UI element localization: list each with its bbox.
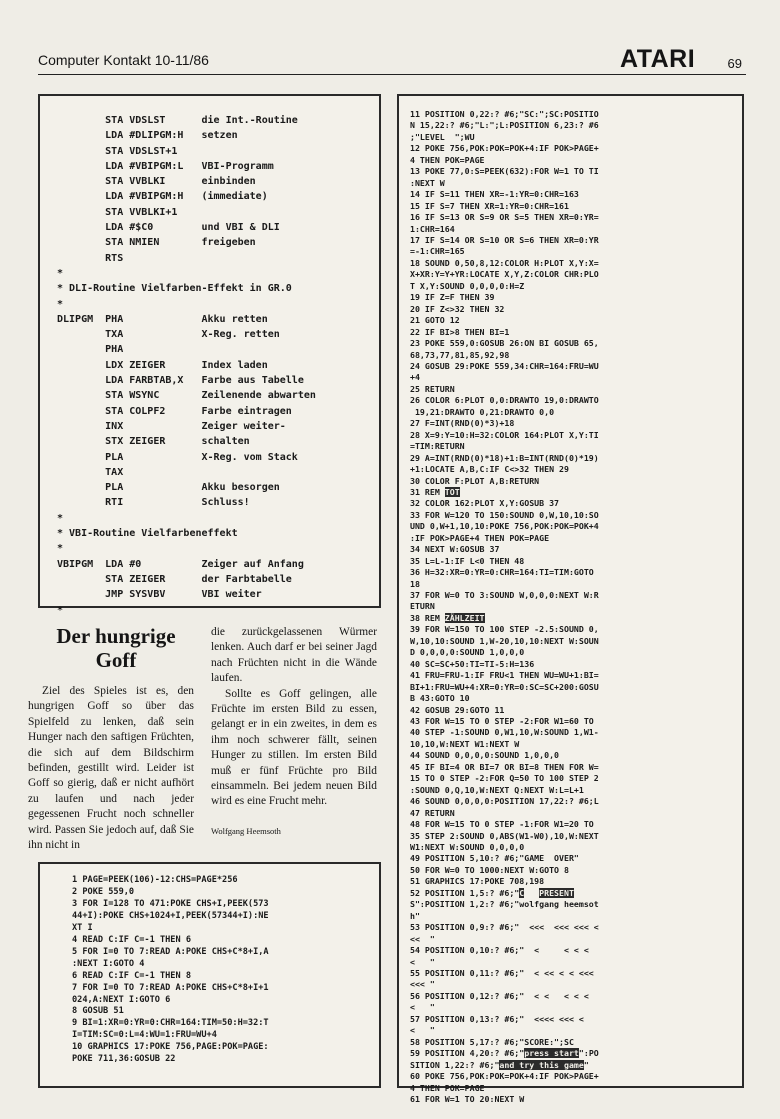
basic-line <box>410 453 599 463</box>
asm-line: * <box>57 267 64 279</box>
basic-text: ":PO <box>578 1048 599 1059</box>
assembler-listing-box <box>38 94 381 616</box>
basic-line <box>410 246 465 256</box>
article-paragraph: Sollte es Goff gelingen, alle Früchte im ersten Bild zu essen, gelangt er in ein zweites, in dem es ihm noch schwerer fällt, seinen Hunger zu stillen. Im ersten Bild muß er fünf Früchte pro Bild einsammeln. Bei jedem neuen Bild wird es eine Frucht mehr. <box>211 687 377 808</box>
basic-line: 5 FOR I=0 TO 7:READ A:POKE CHS+C*8+I,A <box>72 946 269 957</box>
basic-text: 36 H=32:XR=0:YR=0:CHR=164:TI=TIM:GOTO <box>410 567 594 578</box>
basic-text: 45 IF BI=4 OR BI=7 OR BI=8 THEN FOR W= <box>410 761 599 772</box>
basic-line <box>410 636 599 646</box>
inverse-video-text: ZÄHLZEIT <box>444 612 485 623</box>
basic-line <box>410 979 435 989</box>
basic-line <box>410 922 599 932</box>
asm-line: STA VVBLKI einbinden <box>57 176 256 188</box>
basic-text: 17 IF S=14 OR S=10 OR S=6 THEN XR=0:YR <box>410 234 599 245</box>
magazine-issue: Computer Kontakt 10-11/86 <box>38 52 209 68</box>
basic-line <box>410 659 534 669</box>
basic-line <box>410 705 504 715</box>
basic-line <box>410 132 475 142</box>
asm-line: LDX ZEIGER Index laden <box>57 359 268 371</box>
asm-line: * VBI-Routine Vielfarbeneffekt <box>57 528 238 540</box>
basic-line <box>410 327 509 337</box>
asm-line: LDA #VBIPGM:H (immediate) <box>57 191 268 203</box>
basic-line <box>410 831 599 841</box>
basic-text: :IF POK>PAGE+4 THEN POK=PAGE <box>410 532 550 543</box>
basic-line: 10 GRAPHICS 17:POKE 756,PAGE:POK=PAGE: <box>72 1042 269 1053</box>
basic-line <box>410 201 569 211</box>
basic-text: 50 FOR W=0 TO 1000:NEXT W:GOTO 8 <box>410 864 569 875</box>
basic-text: 15 IF S=7 THEN XR=1:YR=0:CHR=161 <box>410 200 569 211</box>
asm-line: PLA Akku besorgen <box>57 482 280 494</box>
basic-line <box>410 865 569 875</box>
basic-line <box>410 968 594 978</box>
basic-line <box>410 178 445 188</box>
basic-text: 60 POKE 756,POK:POK=POK+4:IF POK>PAGE+ <box>410 1071 599 1082</box>
basic-listing-right-box <box>397 94 744 1104</box>
asm-line: LDA FARBTAB,X Farbe aus Tabelle <box>57 375 304 387</box>
basic-text: S":POSITION 1,2:? #6;"wolfgang heemsot <box>410 899 599 910</box>
basic-text: 18 <box>410 578 420 589</box>
basic-line <box>410 281 524 291</box>
basic-line <box>410 876 544 886</box>
basic-text: " <box>583 1059 589 1070</box>
asm-line: * DLI-Routine Vielfarben-Effekt in GR.0 <box>57 283 292 295</box>
basic-line <box>410 544 499 554</box>
basic-line: POKE 711,36:GOSUB 22 <box>72 1054 176 1065</box>
basic-text: 61 FOR W=1 TO 20:NEXT W <box>410 1093 525 1104</box>
basic-text: 59 POSITION 4,20:? #6;" <box>410 1048 525 1059</box>
asm-line: * <box>57 512 64 524</box>
basic-text: 51 GRAPHICS 17:POKE 708,198 <box>410 876 545 887</box>
basic-text: 41 FRU=FRU-1:IF FRU<1 THEN WU=WU+1:BI= <box>410 670 599 681</box>
basic-line <box>410 1014 584 1024</box>
inverse-video-text: C <box>519 887 525 898</box>
basic-text: 46 SOUND 0,0,0,0:POSITION 17,22:? #6;L <box>410 796 599 807</box>
basic-text: 30 COLOR F:PLOT A,B:RETURN <box>410 475 540 486</box>
basic-text: 16 IF S=13 OR S=9 OR S=5 THEN XR=0:YR= <box>410 212 599 223</box>
basic-text: 19 IF Z=F THEN 39 <box>410 292 495 303</box>
basic-text: W,10,10:SOUND 1,W-20,10,10:NEXT W:SOUN <box>410 635 599 646</box>
basic-line: 024,A:NEXT I:GOTO 6 <box>72 994 171 1005</box>
basic-listing-bottom <box>40 864 379 1066</box>
basic-line <box>410 372 420 382</box>
basic-line <box>410 991 589 1001</box>
basic-line <box>410 1002 435 1012</box>
basic-line: XT I <box>72 922 93 933</box>
basic-line <box>410 590 599 600</box>
basic-line <box>410 235 599 245</box>
basic-text: 20 IF Z<>32 THEN 32 <box>410 303 505 314</box>
basic-line <box>410 361 599 371</box>
basic-line <box>410 624 599 634</box>
basic-line <box>410 395 599 405</box>
basic-line <box>410 1048 599 1058</box>
basic-text: 54 POSITION 0,10:? #6;" < < < < <box>410 945 589 956</box>
asm-line: RTS <box>57 252 124 264</box>
basic-line <box>410 109 599 119</box>
basic-line <box>410 189 579 199</box>
basic-line <box>410 670 599 680</box>
basic-text: 15 TO 0 STEP -2:FOR Q=50 TO 100 STEP 2 <box>410 773 599 784</box>
basic-line <box>410 1037 574 1047</box>
inverse-video-text: and try this game <box>499 1059 584 1070</box>
asm-line: STX ZEIGER schalten <box>57 436 250 448</box>
basic-text: UND 0,W+1,10,10:POKE 756,POK:POK=POK+4 <box>410 521 599 532</box>
basic-text: 26 COLOR 6:PLOT 0,0:DRAWTO 19,0:DRAWTO <box>410 395 599 406</box>
basic-line <box>410 945 589 955</box>
basic-line: 8 GOSUB 51 <box>72 1006 124 1017</box>
basic-text: 48 FOR W=15 TO 0 STEP -1:FOR W1=20 TO <box>410 819 594 830</box>
basic-text: 40 STEP -1:SOUND 0,W1,10,W:SOUND 1,W1- <box>410 727 599 738</box>
basic-text: 42 GOSUB 29:GOTO 11 <box>410 704 505 715</box>
basic-text: 43 FOR W=15 TO 0 STEP -2:FOR W1=60 TO <box>410 716 594 727</box>
basic-line <box>410 842 524 852</box>
basic-text: ;"LEVEL ";WU <box>410 131 475 142</box>
asm-line: DLIPGM PHA Akku retten <box>57 313 268 325</box>
basic-text: 33 FOR W=120 TO 150:SOUND 0,W,10,10:SO <box>410 509 599 520</box>
basic-text: 68,73,77,81,85,92,98 <box>410 349 510 360</box>
basic-text: :NEXT W <box>410 177 445 188</box>
basic-text: 23 POKE 559,0:GOSUB 26:ON BI GOSUB 65, <box>410 338 599 349</box>
basic-text: 4 THEN POK=PAGE <box>410 154 485 165</box>
basic-line <box>410 727 599 737</box>
basic-line <box>410 556 524 566</box>
basic-text: +1:LOCATE A,B,C:IF C<>32 THEN 29 <box>410 464 569 475</box>
asm-line: * <box>57 298 64 310</box>
basic-text: 37 FOR W=0 TO 3:SOUND W,0,0,0:NEXT W:R <box>410 590 599 601</box>
basic-line: :NEXT I:GOTO 4 <box>72 958 145 969</box>
basic-line <box>410 212 599 222</box>
basic-text: 35 STEP 2:SOUND 0,ABS(W1-W0),10,W:NEXT <box>410 830 599 841</box>
basic-line <box>410 292 494 302</box>
basic-text: 29 A=INT(RND(0)*18)+1:B=INT(RND(0)*19) <box>410 452 599 463</box>
asm-line: STA VDSLST+1 <box>57 145 178 157</box>
basic-text: +4 <box>410 372 420 383</box>
basic-text <box>524 888 539 898</box>
basic-line: 2 POKE 559,0 <box>72 886 135 897</box>
basic-line <box>410 166 599 176</box>
basic-text: 31 REM <box>410 486 445 497</box>
basic-line <box>410 338 599 348</box>
basic-line: 44+I):POKE CHS+1024+I,PEEK(57344+I):NE <box>72 910 269 921</box>
basic-line <box>410 693 470 703</box>
basic-line <box>410 418 514 428</box>
basic-line <box>410 899 599 909</box>
asm-line: LDA #$C0 und VBI & DLI <box>57 222 280 234</box>
basic-text: 14 IF S=11 THEN XR=-1:YR=0:CHR=163 <box>410 189 579 200</box>
basic-line <box>410 1060 589 1070</box>
basic-line <box>410 1083 485 1093</box>
basic-text: 35 L=L-1:IF L<0 THEN 48 <box>410 555 525 566</box>
asm-line: LDA #DLIPGM:H setzen <box>57 130 238 142</box>
basic-line <box>410 464 569 474</box>
basic-text: 39 FOR W=150 TO 100 STEP -2.5:SOUND 0, <box>410 624 599 635</box>
basic-line <box>410 601 435 611</box>
basic-text: 57 POSITION 0,13:? #6;" <<<< <<< < <box>410 1013 584 1024</box>
basic-line <box>410 934 435 944</box>
basic-text: 55 POSITION 0,11:? #6;" < << < < <<< <box>410 967 594 978</box>
basic-line <box>410 384 455 394</box>
basic-text: 27 F=INT(RND(0)*3)+18 <box>410 418 515 429</box>
basic-text: 24 GOSUB 29:POKE 559,34:CHR=164:FRU=WU <box>410 360 599 371</box>
basic-text: 44 SOUND 0,0,0,0:SOUND 1,0,0,0 <box>410 750 560 761</box>
basic-listing-bottom-box <box>38 862 381 1088</box>
basic-line <box>410 957 435 967</box>
basic-line <box>410 224 455 234</box>
asm-line: INX Zeiger weiter- <box>57 420 286 432</box>
basic-text: SITION 1,22:? #6;" <box>410 1059 500 1070</box>
basic-text: BI+1:FRU=WU+4:XR=0:YR=0:SC=SC+200:GOSU <box>410 681 599 692</box>
basic-line <box>410 911 420 921</box>
asm-line: LDA #VBIPGM:L VBI-Programm <box>57 160 274 172</box>
basic-line <box>410 476 539 486</box>
basic-text: 38 REM <box>410 612 445 623</box>
basic-text: B 43:GOTO 10 <box>410 693 470 704</box>
basic-text: D 0,0,0,0:SOUND 1,0,0,0 <box>410 647 525 658</box>
basic-text: < " <box>410 956 435 967</box>
page-header <box>38 45 746 75</box>
basic-line <box>410 750 559 760</box>
basic-text: 4 THEN POK=PAGE <box>410 1082 485 1093</box>
article-title: Der hungrige Goff <box>56 624 176 672</box>
basic-line <box>410 269 599 279</box>
basic-text: < " <box>410 1025 435 1036</box>
asm-line: STA VVBLKI+1 <box>57 206 178 218</box>
asm-line: STA NMIEN freigeben <box>57 237 256 249</box>
basic-text: 1:CHR=164 <box>410 223 455 234</box>
basic-line: 9 BI=1:XR=0:YR=0:CHR=164:TIM=50:H=32:T <box>72 1018 269 1029</box>
asm-line: TAX <box>57 466 124 478</box>
basic-line <box>410 120 599 130</box>
basic-line <box>410 785 584 795</box>
asm-line: VBIPGM LDA #0 Zeiger auf Anfang <box>57 558 304 570</box>
asm-line: PHA <box>57 344 124 356</box>
basic-text: 22 IF BI>8 THEN BI=1 <box>410 326 510 337</box>
asm-line: STA WSYNC Zeilenende abwarten <box>57 390 316 402</box>
basic-text: << " <box>410 933 435 944</box>
basic-line <box>410 853 579 863</box>
article-paragraph: Ziel des Spieles ist es, den hungrigen Goff so über das Spielfeld zu lenken, daß sein Hunger nach den saftigen Früchten, die sich auf dem Bildschirm befinden, gestillt wird. Leider ist Goff so gierig, daß er nicht aufhört zu laufen und nach jeder gegessenen Frucht noch schneller wird. Passen Sie jedoch auf, daß Sie ihn nicht in <box>28 685 194 852</box>
basic-line <box>410 888 574 898</box>
basic-line <box>410 430 599 440</box>
asm-line: STA ZEIGER der Farbtabelle <box>57 573 292 585</box>
basic-text: 52 POSITION 1,5:? #6;" <box>410 887 520 898</box>
basic-text: 12 POKE 756,POK:POK=POK+4:IF POK>PAGE+ <box>410 143 599 154</box>
basic-text: 56 POSITION 0,12:? #6;" < < < < < <box>410 990 589 1001</box>
asm-line: RTI Schluss! <box>57 497 250 509</box>
basic-text: W1:NEXT W:SOUND 0,0,0,0 <box>410 842 525 852</box>
basic-text: 19,21:DRAWTO 0,21:DRAWTO 0,0 <box>410 406 555 417</box>
basic-line: 6 READ C:IF C=-1 THEN 8 <box>72 970 191 981</box>
asm-line: JMP SYSVBV VBI weiter <box>57 589 262 601</box>
basic-text: 13 POKE 77,0:S=PEEK(632):FOR W=1 TO TI <box>410 166 599 177</box>
basic-text: <<< " <box>410 979 435 990</box>
brand-title: ATARI <box>620 45 696 73</box>
basic-text: T X,Y:SOUND 0,0,0,0:H=Z <box>410 280 525 291</box>
basic-line <box>410 682 599 692</box>
basic-text: 53 POSITION 0,9:? #6;" <<< <<< <<< < <box>410 922 599 933</box>
basic-listing-right <box>399 96 742 1105</box>
basic-line: 3 FOR I=128 TO 471:POKE CHS+I,PEEK(573 <box>72 898 269 909</box>
basic-text: =-1:CHR=165 <box>410 246 465 257</box>
basic-line: I=TIM:SC=0:L=4:WU=1:FRU=WU+4 <box>72 1030 217 1041</box>
inverse-video-text: TOT <box>444 486 460 497</box>
article-author: Wolfgang Heemsoth <box>211 826 281 836</box>
assembler-listing <box>40 96 379 618</box>
basic-line <box>410 808 455 818</box>
basic-line <box>410 613 485 623</box>
inverse-video-text: press start <box>524 1048 579 1059</box>
basic-text: =TIM:RETURN <box>410 441 465 452</box>
basic-line <box>410 819 594 829</box>
basic-line: 4 READ C:IF C=-1 THEN 6 <box>72 934 191 945</box>
asm-line: STA COLPF2 Farbe eintragen <box>57 405 292 417</box>
basic-line <box>410 258 599 268</box>
basic-line <box>410 739 519 749</box>
basic-text: 58 POSITION 5,17:? #6;"SCORE:";SC <box>410 1036 574 1047</box>
basic-line <box>410 407 554 417</box>
basic-line: 1 PAGE=PEEK(106)-12:CHS=PAGE*256 <box>72 875 238 885</box>
basic-line <box>410 510 599 520</box>
basic-text: 18 SOUND 0,50,8,12:COLOR H:PLOT X,Y:X= <box>410 257 599 268</box>
article-column-1 <box>28 684 194 853</box>
basic-text: 21 GOTO 12 <box>410 315 460 326</box>
basic-line <box>410 762 599 772</box>
page-number: 69 <box>727 56 742 71</box>
inverse-video-text: PRESENT <box>539 887 574 898</box>
basic-line <box>410 533 549 543</box>
basic-line <box>410 498 559 508</box>
basic-text: 28 X=9:Y=10:H=32:COLOR 164:PLOT X,Y:TI <box>410 429 599 440</box>
article-paragraph: die zurückgelassenen Würmer lenken. Auch darf er bei seiner Jagd nach Früchten nicht in die Wände laufen. <box>211 626 377 685</box>
basic-line <box>410 521 599 531</box>
basic-line <box>410 487 460 497</box>
basic-text: 25 RETURN <box>410 383 455 394</box>
basic-text: N 15,22:? #6;"L:";L:POSITION 6,23:? #6 <box>410 120 599 131</box>
basic-line <box>410 350 509 360</box>
article-column-2 <box>211 625 377 810</box>
basic-text: h" <box>410 910 420 921</box>
asm-line: PLA X-Reg. vom Stack <box>57 451 298 463</box>
basic-line <box>410 579 420 589</box>
basic-text: 11 POSITION 0,22:? #6;"SC:";SC:POSITIO <box>410 109 599 119</box>
basic-text: 34 NEXT W:GOSUB 37 <box>410 544 500 555</box>
basic-text: 47 RETURN <box>410 807 455 818</box>
basic-line <box>410 143 599 153</box>
asm-line: * <box>57 543 64 555</box>
basic-text: ETURN <box>410 601 435 612</box>
basic-line: 7 FOR I=0 TO 7:READ A:POKE CHS+C*8+I+1 <box>72 982 269 993</box>
basic-line <box>410 441 465 451</box>
basic-line <box>410 315 460 325</box>
basic-line <box>410 1025 435 1035</box>
basic-text: 49 POSITION 5,10:? #6;"GAME OVER" <box>410 853 579 864</box>
basic-text: 32 COLOR 162:PLOT X,Y:GOSUB 37 <box>410 498 560 509</box>
asm-line: TXA X-Reg. retten <box>57 329 280 341</box>
asm-line: STA VDSLST die Int.-Routine <box>57 115 298 126</box>
basic-line <box>410 796 599 806</box>
basic-text: < " <box>410 1002 435 1013</box>
basic-line <box>410 567 594 577</box>
basic-line <box>410 304 504 314</box>
basic-line <box>410 1094 524 1104</box>
basic-line <box>410 155 485 165</box>
basic-line <box>410 716 594 726</box>
basic-line <box>410 773 599 783</box>
basic-text: X+XR:Y=Y+YR:LOCATE X,Y,Z:COLOR CHR:PLO <box>410 269 599 280</box>
basic-text: 10,10,W:NEXT W1:NEXT W <box>410 738 520 749</box>
asm-line: * <box>57 604 64 616</box>
basic-line <box>410 1071 599 1081</box>
basic-text: 40 SC=SC+50:TI=TI-5:H=136 <box>410 658 535 669</box>
basic-text: :SOUND 0,Q,10,W:NEXT Q:NEXT W:L=L+1 <box>410 784 584 795</box>
basic-line <box>410 647 524 657</box>
